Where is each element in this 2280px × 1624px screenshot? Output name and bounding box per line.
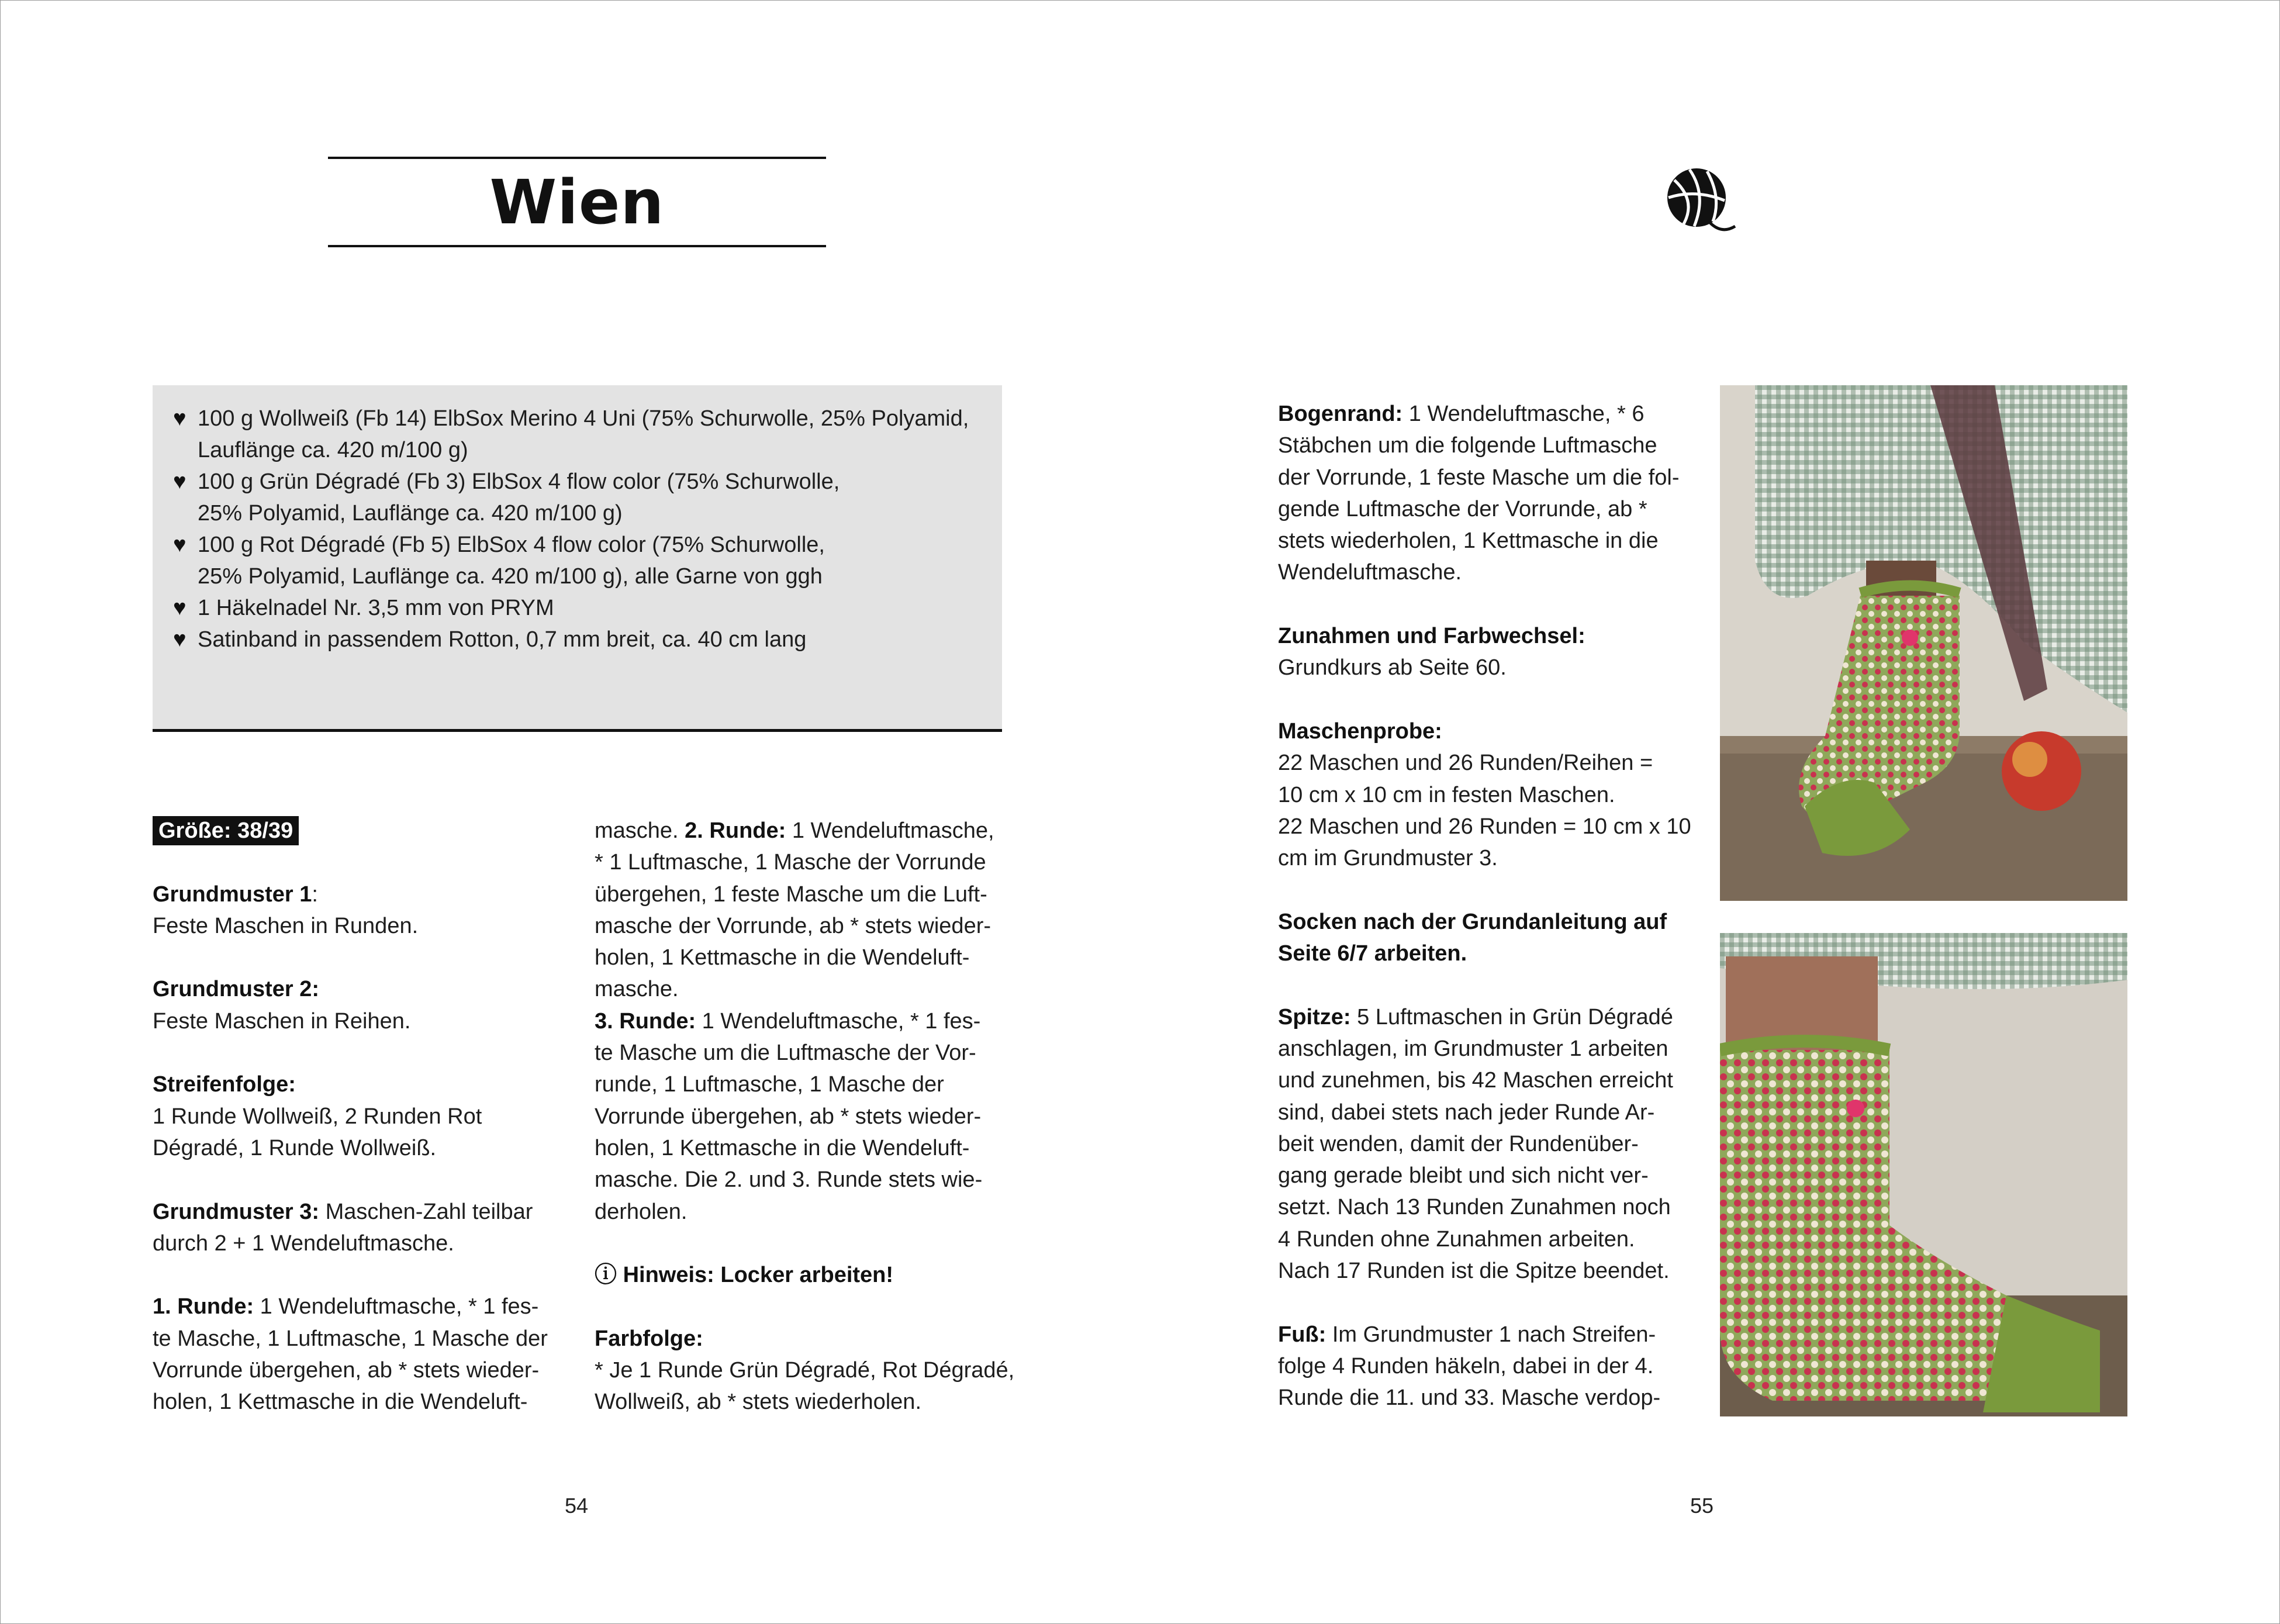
heart-bullet-icon: ♥ [173,596,186,620]
body-text: 1 Runde Wollweiß, 2 Runden Rot [153,1104,482,1129]
body-text: masche der Vorrunde, ab * stets wieder- [595,913,992,938]
title-box [328,157,826,247]
body-text: Wollweiß, ab * stets wiederholen. [595,1390,921,1415]
body-text: setzt. Nach 13 Runden Zunahmen noch [1278,1195,1671,1220]
heading: Spitze: [1278,1004,1351,1029]
body-text: Nach 17 Runden ist die Spitze beendet. [1278,1259,1670,1284]
sock-photo-1 [1720,385,2127,901]
page-number-right: 55 [1690,1494,1714,1518]
body-text: stets wiederholen, 1 Kettmasche in die [1278,528,1659,554]
body-text: und zunehmen, bis 42 Maschen erreicht [1278,1068,1673,1093]
body-text: holen, 1 Kettmasche in die Wendeluft- [153,1390,528,1415]
heading: 3. Runde: [595,1008,696,1034]
body-text: übergehen, 1 feste Masche um die Luft- [595,882,987,907]
instructions-column-3: Bogenrand: 1 Wendeluftmasche, * 6 Stäbchen um die folgende Luftmasche der Vorrunde, 1 feste Masche um die fol- gende Luftmasche der Vorrunde, ab * stets wiederholen, 1 Kettmasche in die Wendeluftmasche. Zunahmen und Farbwechsel: Grundkurs ab Seite 60. Maschenprobe: 22 Maschen und 26 Runden/Reihen = 10 cm x 10 cm in festen Maschen. 22 Maschen und 26 Runden = 10 cm x 10 cm im Grundmuster 3. Socken nach der Grundanleitung auf Seite 6/7 arbeiten. Spitze: 5 Luftmaschen in Grün Dégradé anschlagen, im Grundmuster 1 arbeiten und zunehmen, bis 42 Maschen erreicht sind, dabei stets nach jeder Runde Ar- beit wenden, damit der Rundenüber- gang gerade bleibt und sich nicht ver- setzt. Nach 13 Runden Zunahmen noch 4 Runden ohne Zunahmen arbeiten. Nach 17 Runden ist die Spitze beendet. Fuß: Im Grundmuster 1 nach Streifen- folge 4 Runden häkeln, dabei in der 4. Runde die 11. und 33. Masche verdop- [1278,398,1691,1414]
heading: Zunahmen und Farbwechsel: [1278,624,1585,649]
body-text: cm im Grundmuster 3. [1278,846,1498,871]
body-text: * Je 1 Runde Grün Dégradé, Rot Dégradé, [595,1358,1015,1383]
body-text: masche. Die 2. und 3. Runde stets wie- [595,1167,983,1193]
heart-bullet-icon: ♥ [173,533,186,557]
body-text: 10 cm x 10 cm in festen Maschen. [1278,782,1615,807]
material-item: ♥ 1 Häkelnadel Nr. 3,5 mm von PRYM [173,592,990,624]
heading: 1. Runde: [153,1294,254,1319]
material-item: ♥ 100 g Rot Dégradé (Fb 5) ElbSox 4 flow color (75% Schurwolle, 25% Polyamid, Lauflänge ca. 420 m/100 g), alle Garne von ggh [173,529,990,592]
body-text: durch 2 + 1 Wendeluftmasche. [153,1231,454,1256]
heading: 2. Runde: [685,818,786,843]
heading: Seite 6/7 arbeiten. [1278,941,1467,966]
body-text: 22 Maschen und 26 Runden = 10 cm x 10 [1278,814,1691,839]
material-item: ♥ 100 g Grün Dégradé (Fb 3) ElbSox 4 flow color (75% Schurwolle, 25% Polyamid, Lauflänge ca. 420 m/100 g) [173,466,990,529]
heading: Farbfolge: [595,1326,703,1351]
page-title: Wien [489,166,665,238]
body-text: holen, 1 Kettmasche in die Wendeluft- [595,945,970,970]
body-text: * 1 Luftmasche, 1 Masche der Vorrunde [595,850,986,875]
heading: Maschenprobe: [1278,718,1442,744]
sock-illustration [1720,933,2127,1416]
body-text: beit wenden, damit der Rundenüber- [1278,1131,1639,1156]
body-text: holen, 1 Kettmasche in die Wendeluft- [595,1135,970,1160]
body-text: Grundkurs ab Seite 60. [1278,655,1507,680]
instructions-column-1: Größe: 38/39 Grundmuster 1: Feste Maschen in Runden. Grundmuster 2: Feste Maschen in Reihen. Streifenfolge: 1 Runde Wollweiß, 2 Runden Rot Dégradé, 1 Runde Wollweiß. Grundmuster 3: Maschen-Zahl teilbar durch 2 + 1 Wendeluftmasche. 1. Runde: 1 Wendeluftmasche, * 1 fes- te Masche, 1 Luftmasche, 1 Masche der Vorrunde übergehen, ab * stets wieder- holen, 1 Kettmasche in die Wendeluft- [153,815,548,1418]
page-number-left: 54 [565,1494,589,1518]
material-item: ♥ 100 g Wollweiß (Fb 14) ElbSox Merino 4 Uni (75% Schurwolle, 25% Polyamid, Lauflänge ca. 420 m/100 g) [173,403,990,466]
material-item: ♥ Satinband in passendem Rotton, 0,7 mm breit, ca. 40 cm lang [173,624,990,655]
body-text: sind, dabei stets nach jeder Runde Ar- [1278,1100,1655,1125]
sock-illustration [1720,385,2127,901]
body-text: derholen. [595,1199,688,1224]
heading: Bogenrand: [1278,402,1403,426]
body-text: te Masche, 1 Luftmasche, 1 Masche der [153,1326,548,1351]
body-text: der Vorrunde, 1 feste Masche um die fol- [1278,465,1680,490]
body-text: Vorrunde übergehen, ab * stets wieder- [153,1358,540,1383]
materials-box [153,385,1002,732]
heading: Grundmuster 3: [153,1199,320,1224]
body-text: Runde die 11. und 33. Masche verdop- [1278,1385,1661,1411]
heading: Grundmuster 1 [153,882,312,907]
instructions-column-2: masche. 2. Runde: 1 Wendeluftmasche, * 1 Luftmasche, 1 Masche der Vorrunde übergehen, 1 feste Masche um die Luft- masche der Vorrunde, ab * stets wieder- holen, 1 Kettmasche in die Wendeluft- masche. 3. Runde: 1 Wendeluftmasche, * 1 fes- te Masche um die Luftmasche der Vor- runde, 1 Luftmasche, 1 Masche der Vorrunde übergehen, ab * stets wieder- holen, 1 Kettmasche in die Wendeluft- masche. Die 2. und 3. Runde stets wie- derholen. ⓘ Hinweis: Locker arbeiten! Farbfolge: * Je 1 Runde Grün Dégradé, Rot Dégradé, Wollweiß, ab * stets wiederholen. [595,815,1014,1418]
body-text: runde, 1 Luftmasche, 1 Masche der [595,1072,944,1097]
body-text: gende Luftmasche der Vorrunde, ab * [1278,496,1647,521]
heart-bullet-icon: ♥ [173,406,186,431]
body-text: Stäbchen um die folgende Luftmasche [1278,433,1657,458]
materials-list [153,385,1002,655]
heading: Socken nach der Grundanleitung auf [1278,909,1667,934]
body-text: Feste Maschen in Runden. [153,913,419,938]
heading: Fuß: [1278,1322,1326,1347]
body-text: anschlagen, im Grundmuster 1 arbeiten [1278,1036,1668,1061]
heart-bullet-icon: ♥ [173,469,186,494]
body-text: 22 Maschen und 26 Runden/Reihen = [1278,751,1653,776]
heading: Grundmuster 2: [153,977,320,1002]
sock-photo-2 [1720,933,2127,1416]
heart-bullet-icon: ♥ [173,627,186,652]
body-text: masche. [595,977,679,1002]
hint-text: Hinweis: Locker arbeiten! [623,1263,894,1288]
body-text: Wendeluftmasche. [1278,560,1462,585]
body-text: te Masche um die Luftmasche der Vor- [595,1041,976,1066]
body-text: Vorrunde übergehen, ab * stets wieder- [595,1104,982,1129]
body-text: 4 Runden ohne Zunahmen arbeiten. [1278,1226,1635,1252]
body-text: folge 4 Runden häkeln, dabei in der 4. [1278,1353,1654,1378]
size-badge: Größe: 38/39 [153,816,299,845]
info-icon: ⓘ [595,1263,617,1288]
heading: Streifenfolge: [153,1072,296,1097]
yarn-ball-icon [1666,165,1736,239]
body-text: Feste Maschen in Reihen. [153,1008,411,1034]
body-text: Dégradé, 1 Runde Wollweiß. [153,1135,437,1160]
body-text: gang gerade bleibt und sich nicht ver- [1278,1163,1649,1188]
